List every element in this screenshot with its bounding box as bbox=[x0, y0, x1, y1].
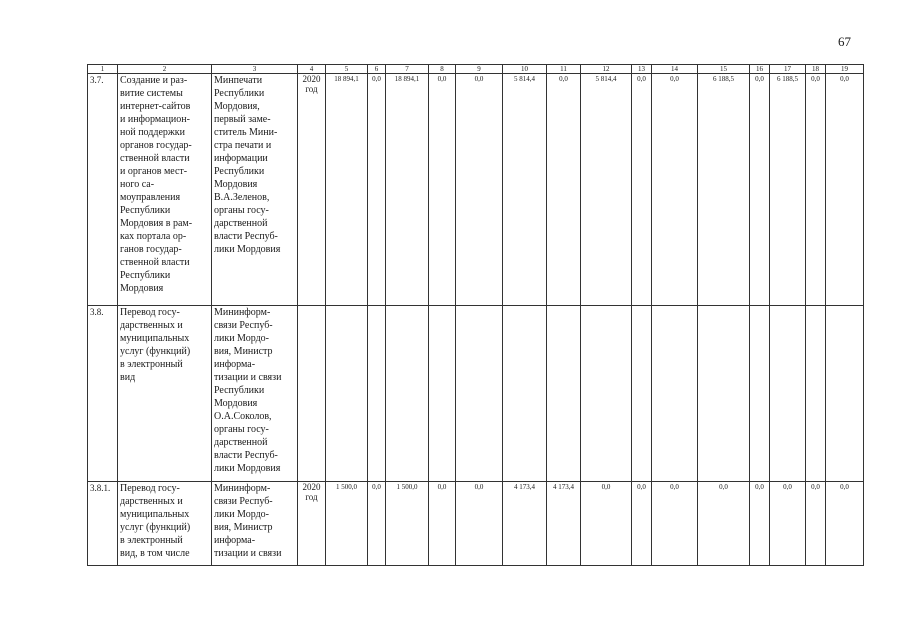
row-code: 3.8. bbox=[88, 306, 118, 482]
value-cell: 0,0 bbox=[456, 482, 503, 566]
value-cell: 18 894,1 bbox=[326, 74, 368, 306]
value-cell: 0,0 bbox=[750, 74, 770, 306]
row-executor: Мининформ- связи Респуб- лики Мордо- вия, Министр информа- тизации и связи bbox=[212, 482, 298, 566]
value-cell bbox=[698, 306, 750, 482]
column-header: 18 bbox=[806, 65, 826, 74]
table-row bbox=[88, 74, 864, 306]
row-name: Перевод госу- дарственных и муниципальных услуг (функций) в электронный вид, в том числе bbox=[118, 482, 212, 566]
column-header: 15 bbox=[698, 65, 750, 74]
column-header: 8 bbox=[429, 65, 456, 74]
value-cell: 0,0 bbox=[456, 74, 503, 306]
value-cell bbox=[750, 306, 770, 482]
column-header: 16 bbox=[750, 65, 770, 74]
row-executor: Минпечати Республики Мордовия, первый заме- ститель Мини- стра печати и информации Республики Мордовия В.А.Зеленов, органы госу- дарственной власти Респуб- лики Мордовия bbox=[212, 74, 298, 306]
value-cell: 0,0 bbox=[770, 482, 806, 566]
value-cell bbox=[826, 306, 864, 482]
row-code: 3.7. bbox=[88, 74, 118, 306]
value-cell: 0,0 bbox=[429, 74, 456, 306]
budget-table bbox=[87, 64, 864, 566]
table-row bbox=[88, 482, 864, 566]
value-cell bbox=[503, 306, 547, 482]
column-header: 19 bbox=[826, 65, 864, 74]
value-cell: 1 500,0 bbox=[386, 482, 429, 566]
row-name: Перевод госу- дарственных и муниципальных услуг (функций) в электронный вид bbox=[118, 306, 212, 482]
value-cell: 0,0 bbox=[652, 74, 698, 306]
value-cell: 1 500,0 bbox=[326, 482, 368, 566]
value-cell: 5 814,4 bbox=[581, 74, 632, 306]
column-header: 1 bbox=[88, 65, 118, 74]
column-number-row bbox=[88, 65, 864, 74]
value-cell bbox=[806, 306, 826, 482]
value-cell: 0,0 bbox=[826, 74, 864, 306]
column-header: 3 bbox=[212, 65, 298, 74]
value-cell: 0,0 bbox=[652, 482, 698, 566]
table-row bbox=[88, 306, 864, 482]
row-year bbox=[298, 306, 326, 482]
value-cell bbox=[386, 306, 429, 482]
row-code: 3.8.1. bbox=[88, 482, 118, 566]
value-cell bbox=[581, 306, 632, 482]
value-cell: 0,0 bbox=[750, 482, 770, 566]
value-cell bbox=[326, 306, 368, 482]
value-cell: 5 814,4 bbox=[503, 74, 547, 306]
row-name: Создание и раз- витие системы интернет-сайтов и информацион- ной поддержки органов государ- ственной власти и органов мест- ного са- моуправления Республики Мордовия в рам- ках портала ор- ганов государ- ственной власти Республики Мордовия bbox=[118, 74, 212, 306]
value-cell bbox=[368, 306, 386, 482]
column-header: 13 bbox=[632, 65, 652, 74]
value-cell: 0,0 bbox=[806, 74, 826, 306]
value-cell: 0,0 bbox=[581, 482, 632, 566]
column-header: 4 bbox=[298, 65, 326, 74]
column-header: 7 bbox=[386, 65, 429, 74]
value-cell bbox=[770, 306, 806, 482]
row-year: 2020 год bbox=[298, 482, 326, 566]
column-header: 11 bbox=[547, 65, 581, 74]
value-cell bbox=[547, 306, 581, 482]
value-cell bbox=[632, 306, 652, 482]
value-cell: 4 173,4 bbox=[547, 482, 581, 566]
value-cell: 6 188,5 bbox=[698, 74, 750, 306]
value-cell bbox=[456, 306, 503, 482]
value-cell: 0,0 bbox=[632, 74, 652, 306]
row-year: 2020 год bbox=[298, 74, 326, 306]
value-cell: 18 894,1 bbox=[386, 74, 429, 306]
row-executor: Мининформ- связи Респуб- лики Мордо- вия, Министр информа- тизации и связи Республики Мордовия О.А.Соколов, органы госу- дарственной власти Респуб- лики Мордовия bbox=[212, 306, 298, 482]
column-header: 12 bbox=[581, 65, 632, 74]
value-cell: 0,0 bbox=[429, 482, 456, 566]
value-cell: 0,0 bbox=[698, 482, 750, 566]
value-cell: 0,0 bbox=[806, 482, 826, 566]
column-header: 14 bbox=[652, 65, 698, 74]
value-cell: 4 173,4 bbox=[503, 482, 547, 566]
column-header: 10 bbox=[503, 65, 547, 74]
column-header: 17 bbox=[770, 65, 806, 74]
column-header: 2 bbox=[118, 65, 212, 74]
value-cell: 0,0 bbox=[632, 482, 652, 566]
value-cell: 0,0 bbox=[826, 482, 864, 566]
column-header: 6 bbox=[368, 65, 386, 74]
column-header: 5 bbox=[326, 65, 368, 74]
value-cell: 0,0 bbox=[368, 74, 386, 306]
page-number: 67 bbox=[838, 34, 851, 49]
value-cell bbox=[652, 306, 698, 482]
column-header: 9 bbox=[456, 65, 503, 74]
value-cell: 6 188,5 bbox=[770, 74, 806, 306]
value-cell bbox=[429, 306, 456, 482]
value-cell: 0,0 bbox=[368, 482, 386, 566]
value-cell: 0,0 bbox=[547, 74, 581, 306]
